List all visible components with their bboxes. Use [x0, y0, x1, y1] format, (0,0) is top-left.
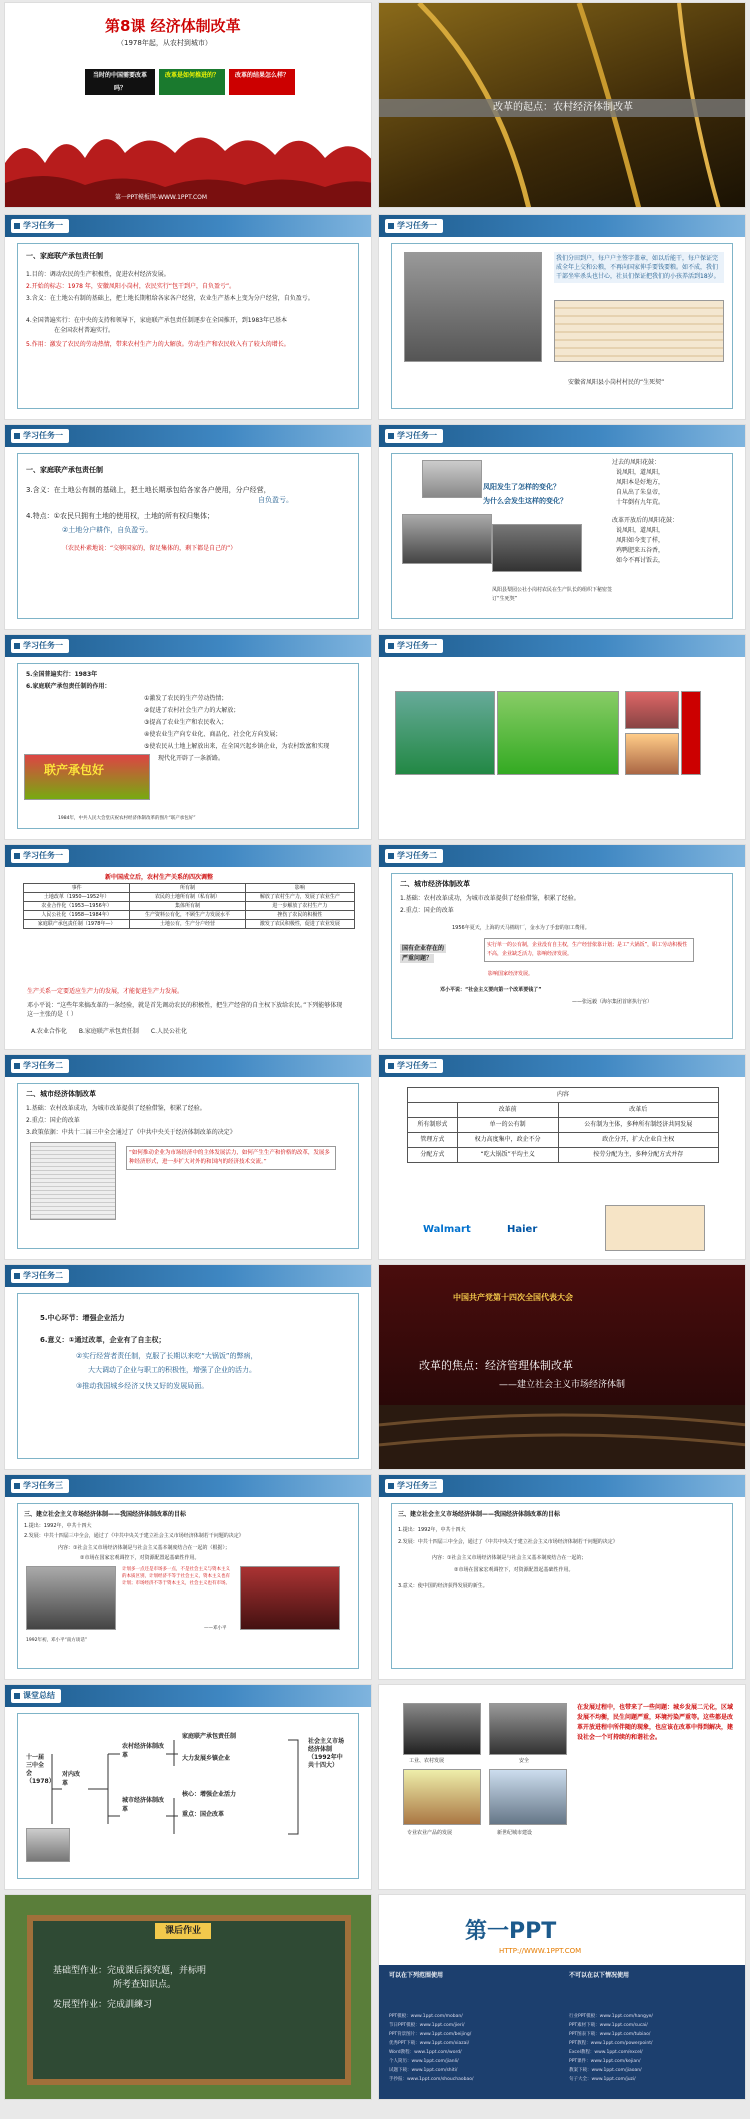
point-3: 3.政策依据：中共十二届三中全会通过了《中共中央关于经济体制改革的决定》 — [26, 1129, 236, 1136]
photo-caption: 1992年初，邓小平“南方谈话” — [26, 1638, 88, 1643]
exercise-options: A.农业合作化 B.家庭联产承包责任制 C.人民公社化 — [31, 1028, 188, 1035]
point-2: 2.重点：国企的改革 — [26, 1117, 80, 1124]
photo-workers — [403, 1769, 481, 1825]
deng-quote: 计划多一点还是市场多一点，不是社会主义与资本主义的本质区别，计划经济不等于社会主义，资本主义也有计划；市场经济不等于资本主义，社会主义也有市场。 — [122, 1567, 230, 1586]
task-tag: 学习任务二 — [11, 1269, 69, 1283]
poem-old-3: 自从出了朱皇帝， — [616, 489, 665, 496]
photo-xiaogang — [404, 252, 542, 362]
summary-focus: 重点：国企改革 — [182, 1811, 225, 1818]
question-why: 为什么会发生这样的变化？ — [483, 497, 567, 505]
resource-link[interactable]: 句子大全：www.1ppt.com/juzi/ — [569, 2077, 636, 2082]
poem-new-4: 如今不再讨饭去， — [616, 557, 665, 564]
poem-old-2: 凤阳本是好地方， — [616, 479, 665, 486]
banner-line-2: ——建立社会主义市场经济体制 — [499, 1380, 626, 1390]
summary-core: 核心：增强企业活力 — [182, 1791, 237, 1798]
summary-brackets — [48, 1734, 348, 1844]
problem-label-2: 严重问题？ — [402, 955, 433, 962]
contract-photo — [554, 300, 724, 362]
exercise-question: 邓小平说：“这些年来搞改革的一条经验，就是首先调动农民的积极性，把生产经营的自主权下放给农民。”下列能够体现这一主张的是（ ） — [27, 1002, 343, 1018]
point-1: 1.基础：农村改革成功，为城市改革提供了经验借鉴，积累了经验。 — [26, 1105, 206, 1112]
task-tag: 学习任务一 — [11, 219, 69, 233]
slide-rice-banner[interactable] — [378, 2, 746, 208]
disallowed-heading: 不可以在以下情况使用 — [569, 1972, 630, 1979]
brand-logo: 第一PPT — [465, 1919, 557, 1944]
hall-seats — [379, 1405, 746, 1470]
peasant-quote: （农民朴素地说：“交够国家的，留足集体的，剩下都是自己的”） — [62, 545, 237, 552]
slide-task2-c[interactable] — [4, 1264, 372, 1470]
question-1: 当时的中国需要改革吗？ — [85, 69, 155, 95]
poem-new-2: 凤阳如今变了样， — [616, 537, 665, 544]
task-tag: 学习任务二 — [385, 849, 443, 863]
summary-rural: 农村经济体制改革 — [122, 1743, 165, 1759]
resource-link[interactable]: Excel教程：www.1ppt.com/excel/ — [569, 2050, 643, 2055]
point-3: 3.含义：在土地公有制的基础上，把土地长期租给各家各户经营，农业生产基本上变为分户经营，自负盈亏。 — [26, 295, 314, 302]
effect-5: ⑤使农民从土地上解放出来，在全国兴起乡镇企业，为农村致富和实现 — [144, 743, 330, 750]
slide-task1-c[interactable] — [4, 424, 372, 630]
poem-old-title: 过去的凤阳花鼓： — [612, 459, 661, 466]
resource-link[interactable]: 行业PPT模板：www.1ppt.com/hangye/ — [569, 2014, 653, 2019]
homework-basic-b: 所考查知识点。 — [113, 1980, 177, 1990]
poem-new-1: 说凤阳，道凤阳， — [616, 527, 665, 534]
resource-link[interactable]: 教案下载：www.1ppt.com/jiaoan/ — [569, 2068, 642, 2073]
section-heading: 三、建立社会主义市场经济体制——我国经济体制改革的目标 — [398, 1511, 561, 1518]
significance: 3.意义：使中国的经济获得发展的新生。 — [398, 1583, 488, 1589]
caption-1: 工业、农村发展 — [409, 1758, 445, 1764]
banner-line-1: 改革的焦点：经济管理体制改革 — [419, 1359, 573, 1372]
task-tag: 学习任务一 — [11, 639, 69, 653]
resource-link[interactable]: PPT教程：www.1ppt.com/powerpoint/ — [569, 2041, 653, 2046]
slide-homework[interactable] — [4, 1894, 372, 2100]
content-2: ②市场在国家宏观调控下，对资源配置起基础性作用。 — [80, 1555, 200, 1561]
congress-sign: 中国共产党第十四次全国代表大会 — [453, 1293, 573, 1302]
village-photo — [422, 460, 482, 498]
deng-portrait — [26, 1828, 70, 1862]
meaning: 3.含义：在土地公有制的基础上，把土地长期承包给各家各户使用，分户经营， — [26, 486, 271, 494]
tea-field-photo — [497, 691, 619, 775]
homework-title: 课后作业 — [155, 1923, 211, 1939]
task-tag: 学习任务一 — [385, 429, 443, 443]
resource-link[interactable]: 节日PPT模板：www.1ppt.com/jieri/ — [389, 2023, 465, 2028]
slide-task1-d[interactable] — [378, 424, 746, 630]
slide-task2-a[interactable] — [378, 844, 746, 1050]
point-2: 2.重点：国企的改革 — [400, 907, 454, 914]
effect-5b: 现代化开辟了一条新路。 — [158, 755, 225, 762]
brand-url: HTTP://WWW.1PPT.COM — [499, 1947, 582, 1955]
question-3: 改革的结果怎么样？ — [229, 69, 295, 95]
deng-photo — [26, 1566, 116, 1630]
task-tag: 学习任务三 — [385, 1479, 443, 1493]
feature-2: ②土地分户耕作，自负盈亏。 — [62, 526, 153, 534]
parade-photo — [24, 754, 150, 800]
cartoon-image — [605, 1205, 705, 1251]
effect-4: ④使农业生产向专业化、商品化、社会化方向发展； — [144, 731, 282, 738]
slide-problems[interactable] — [378, 1684, 746, 1890]
significance-2b: 大大调动了企业与职工的积极性，增强了企业的活力。 — [88, 1366, 256, 1374]
resource-link[interactable]: 优秀PPT下载：www.1ppt.com/xiazai/ — [389, 2041, 470, 2046]
section-heading: 一、家庭联产承包责任制 — [26, 252, 103, 260]
photo-poverty — [489, 1703, 567, 1755]
red-poster — [681, 691, 701, 775]
slide-task3-b[interactable] — [378, 1474, 746, 1680]
proposed: 1.提出：1992年，中共十四大 — [24, 1523, 92, 1529]
resource-link[interactable]: 试题下载：www.1ppt.com/shiti/ — [389, 2068, 458, 2073]
resource-link[interactable]: PPT课件：www.1ppt.com/kejian/ — [569, 2059, 641, 2064]
section-heading: 一、家庭联产承包责任制 — [26, 466, 103, 474]
parade-caption: 1984年，中共人民大会堂庆祝农村经济体制改革的图片“联产承包好” — [58, 816, 196, 821]
contract-caption: 安徽省凤阳县小岗村村民的“生死契” — [568, 379, 665, 386]
slide-task1-e[interactable] — [4, 634, 372, 840]
caption-2: 安全 — [519, 1758, 530, 1764]
slide-task3-a[interactable] — [4, 1474, 372, 1680]
poem-new-3: 鸡鸭肥来五谷香， — [616, 547, 665, 554]
slide-task2-b[interactable] — [4, 1054, 372, 1260]
section-heading: 二、城市经济体制改革 — [400, 880, 470, 888]
significance-2: ②实行经营者责任制，克服了长期以来吃“大锅饭”的弊病， — [76, 1352, 258, 1360]
quote-source: ——张远毅（海尔集团首席执行官） — [572, 999, 653, 1005]
photo-child — [403, 1703, 481, 1755]
resource-link[interactable]: PPT背景图片：www.1ppt.com/beijing/ — [389, 2032, 472, 2037]
summary-end: 社会主义市场经济体制（1992年中共十四大） — [308, 1738, 345, 1769]
slide-congress-banner[interactable] — [378, 1264, 746, 1470]
resource-link[interactable]: PPT图表下载：www.1ppt.com/tubiao/ — [569, 2032, 651, 2037]
signing-photo — [492, 524, 582, 572]
section-heading: 三、建立社会主义市场经济体制——我国经济体制改革的目标 — [24, 1511, 187, 1518]
slide-task1-a[interactable] — [4, 214, 372, 420]
banner-text: 改革的起点：农村经济体制改革 — [379, 99, 746, 117]
caption-4: 新世纪城市建设 — [497, 1830, 533, 1836]
newspaper-photo — [30, 1142, 116, 1220]
task-tag: 学习任务二 — [385, 1059, 443, 1073]
resource-link[interactable]: PPT模板：www.1ppt.com/moban/ — [389, 2014, 463, 2019]
parade-banner: 联产承包好 — [44, 763, 105, 777]
problem-box: 实行单一的公有制，企业没有自主权，生产经营依靠计划；是工“大锅饭”，职工劳动积极性不高，企业缺乏活力，影响经济发展。 — [484, 938, 694, 962]
crowd-photo — [402, 514, 492, 564]
question-2: 改革是如何推进的？ — [159, 69, 225, 95]
contract-note: 我们分田到户，每户户主签字盖章，如以后能干，每户保证完成全年上交和公粮，不再向国家伸手要钱要粮。如不成，我们干部坐牢杀头也甘心，社员们保证把我们的小孩养活到18岁。 — [554, 252, 724, 283]
story: 1956年夏天，上海的天马棉纺厂，金水为了手套的加工费用。 — [452, 925, 590, 931]
slide-ad[interactable] — [378, 1894, 746, 2100]
content-1: 内容：①社会主义市场经济体制是与社会主义基本制度结合在一起的（根据）； — [58, 1545, 230, 1551]
effects-heading: 6.家庭联产承包责任制的作用： — [26, 683, 111, 690]
table-title: 新中国成立后，农村生产关系的四次调整 — [105, 874, 214, 881]
development: 2.发展：中共十四届三中全会，通过了《中共中央关于建立社会主义市场经济体制若干问题的决定》 — [398, 1539, 618, 1545]
summary-internal: 对内改革 — [62, 1771, 81, 1787]
effect-2: ②促进了农村社会生产力的大解放； — [144, 707, 240, 714]
task-tag: 学习任务一 — [11, 429, 69, 443]
slide-title[interactable] — [4, 2, 372, 208]
summary-township: 大力发展乡镇企业 — [182, 1755, 231, 1762]
summary-urban: 城市经济体制改革 — [122, 1797, 165, 1813]
significance-1: 6.意义：①通过改革，企业有了自主权； — [40, 1336, 166, 1344]
photo-caption: 凤阳县梨园公社小岗村农民在生产队长的组织下秘密签订“生死契” — [492, 587, 613, 602]
point-1: 1.基础：农村改革成功，为城市改革提供了经验借鉴，积累了经验。 — [400, 895, 580, 902]
slide-summary[interactable] — [4, 1684, 372, 1890]
slide-task1-f[interactable] — [378, 634, 746, 840]
point-4b: 在全国农村普遍实行。 — [54, 327, 115, 334]
task-tag: 学习任务一 — [11, 849, 69, 863]
section-heading: 二、城市经济体制改革 — [26, 1090, 96, 1098]
congress-photo — [240, 1566, 340, 1630]
meaning-b: 自负盈亏。 — [258, 496, 293, 504]
point-2: 2.开始的标志：1978 年，安徽凤阳小岗村，农民实行“包干到户，自负盈亏”。 — [26, 283, 236, 290]
farmer-portrait-1 — [625, 691, 679, 729]
content-2: ②市场在国家宏观调控下，对资源配置起基础性作用。 — [454, 1567, 574, 1573]
poem-old-4: 十年倒有九年荒。 — [616, 499, 665, 506]
task-tag: 学习任务二 — [11, 1059, 69, 1073]
resource-link[interactable]: 手抄报：www.1ppt.com/shouchaobao/ — [389, 2077, 474, 2082]
summary-root: 十一届三中全会（1978） — [26, 1754, 55, 1785]
slide-task1-b[interactable] — [378, 214, 746, 420]
feature-1: 4.特点：①农民只拥有土地的使用权，土地的所有权归集体； — [26, 512, 214, 520]
summary-hrs: 家庭联产承包责任制 — [182, 1733, 237, 1740]
photo-city — [489, 1769, 567, 1825]
walmart-logo: Walmart — [423, 1224, 471, 1235]
resource-link[interactable]: 个人简历：www.1ppt.com/jianli/ — [389, 2059, 459, 2064]
problem-box-b: 影响国家经济发展。 — [488, 971, 534, 977]
farmer-portrait-2 — [625, 733, 679, 775]
resource-link[interactable]: PPT素材下载：www.1ppt.com/sucai/ — [569, 2023, 648, 2028]
poem-new-title: 改革开放后的凤阳花鼓： — [612, 517, 679, 524]
caption-3: 专业农业产品的发展 — [407, 1830, 453, 1836]
task-tag: 学习任务一 — [385, 219, 443, 233]
adoption-year: 5.全国普遍实行：1983年 — [26, 671, 98, 678]
point-5: 5.作用：激发了农民的劳动热情，带来农村生产力的大解放。劳动生产和农民收入有了较大的增长。 — [26, 341, 290, 348]
watermark: 第一PPT模板网-WWW.1PPT.COM — [115, 194, 208, 201]
point-4: 4.全国普遍实行：在中央的支持和领导下，家庭联产承包责任制逐步在全国推开，到1983年已基本 — [26, 317, 287, 324]
poem-old-1: 说凤阳，道凤阳， — [616, 469, 665, 476]
problem-label-1: 国有企业存在的 — [402, 945, 445, 952]
greenhouse-photo — [395, 691, 495, 775]
allowed-heading: 可以在下列范围使用 — [389, 1972, 444, 1979]
resource-link[interactable]: Word教程：www.1ppt.com/word/ — [389, 2050, 462, 2055]
effect-1: ①激发了农民的生产劳动热情； — [144, 695, 228, 702]
significance-3: ③推动我国城乡经济又快又好的发展局面。 — [76, 1382, 209, 1390]
reform-compare-table: 内容 改革前 改革后 所有制形式 单一的公有制 公有制为主体，多种所有制经济共同发展 管理方式 权力高度集中，政企不分 政企分开，扩大企业自主权 分配方式 “吃大锅饭”平均主义 按劳分配为主，多种分配方式并存 — [407, 1087, 719, 1163]
slide-task2-table[interactable] — [378, 1054, 746, 1260]
quote-source: ——邓小平 — [204, 1626, 227, 1631]
core-link: 5.中心环节：增强企业活力 — [40, 1314, 125, 1322]
development: 2.发展：中共十四届三中全会，通过了《中共中央关于建立社会主义市场经济体制若干问题的决定》 — [24, 1533, 244, 1539]
content-1: 内容：①社会主义市场经济体制是与社会主义基本制度结合在一起的； — [432, 1555, 587, 1561]
task-tag: 学习任务一 — [385, 639, 443, 653]
lesson-subtitle: （1978年起，从农村到城市） — [117, 39, 212, 47]
slide-task1-table[interactable] — [4, 844, 372, 1050]
quote: 邓小平说：“社会主义要向第一个改革要钱了” — [440, 987, 542, 993]
decision-quote: “如何推动企业为市场经济中的主体发展活力，如何产生生产和价格的改革，发展多种经济形式，进一步扩大对外的和国内的经济技术交流。” — [126, 1146, 336, 1170]
proposed: 1.提出：1992年，中共十四大 — [398, 1527, 466, 1533]
task-tag: 学习任务三 — [11, 1479, 69, 1493]
effect-3: ③提高了农业生产和农民收入； — [144, 719, 228, 726]
summary-tag: 课堂总结 — [11, 1689, 61, 1703]
problems-text: 在发展过程中，也带来了一些问题：城乡发展二元化，区域发展不均衡，民生问题严重，环境污染严重等。这些都是改革开放进程中所伴随的现象，也应该在改革中得到解决，建设社会一个可持续的和谐社会。 — [577, 1704, 734, 1741]
point-1: 1.目的：调动农民的生产积极性，促进农村经济发展。 — [26, 271, 170, 278]
homework-dev: 发展型作业：完成訓練习 — [53, 2000, 153, 2010]
lesson-title: 第8课 经济体制改革 — [105, 17, 241, 35]
question-change: 凤阳发生了怎样的变化？ — [483, 483, 560, 491]
reform-table: 事件 所有制 影响 土地改革（1950—1952年） 农民的土地所有制（私有制） 解放了农村生产力，发展了农业生产 农业合作化（1953—1956年） 集体所有制 进一步解放了农村生产力 人民公社化（1958—1984年） 生产资料公有化，不顾生产力发展水平 挫伤了农民的积极性 家庭联产承包责任制（1978年—） 土地公有，生产分户经营 激发了农民积极性，促进了农业发展 — [23, 883, 355, 929]
haier-logo: Haier — [507, 1224, 538, 1235]
homework-basic: 基础型作业：完成课后探究题，并标明 — [53, 1966, 207, 1976]
table-note: 生产关系一定要适应生产力的发展，才能促进生产力发展。 — [27, 988, 184, 995]
